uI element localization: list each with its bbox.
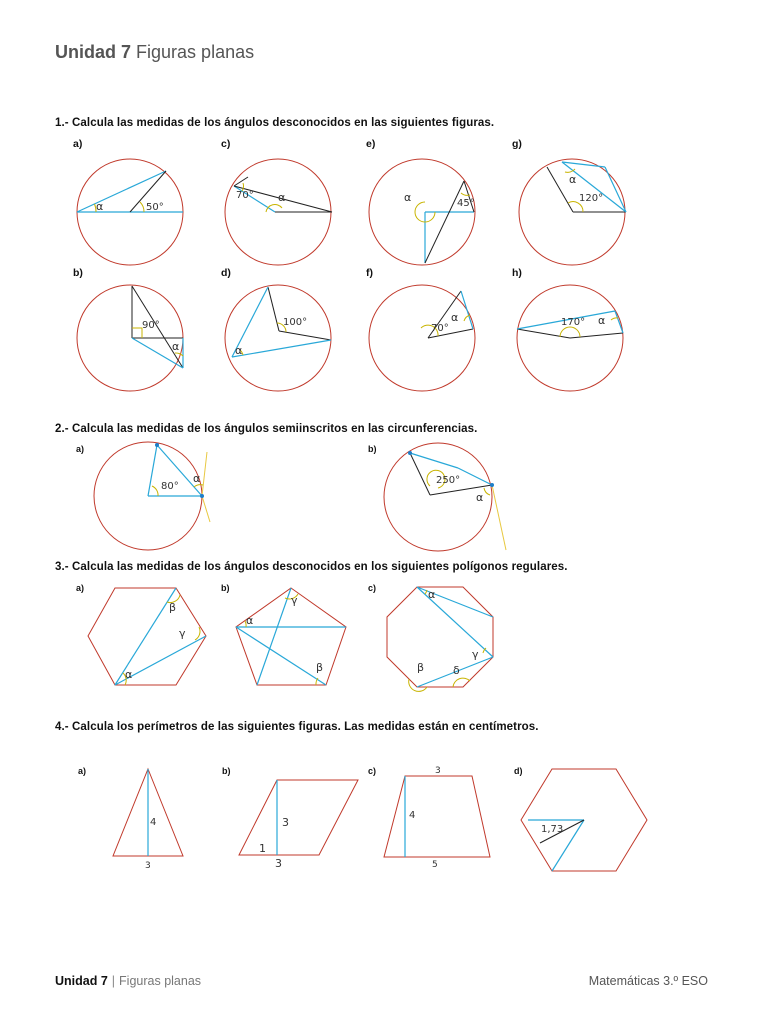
ex3c-angle-alpha: α <box>428 588 436 601</box>
ex1c-known: 70° <box>236 190 254 201</box>
ex4-figure-c <box>380 762 500 874</box>
ex2b-unknown: α <box>476 491 484 504</box>
ex1g-known: 120° <box>579 193 604 204</box>
ex3-label-a: a) <box>76 583 85 593</box>
ex1-figure-e <box>366 155 486 270</box>
footer-book: Matemáticas 3.º ESO <box>588 974 708 988</box>
ex1-label-f: f) <box>366 267 373 279</box>
ex4-figure-d <box>516 765 651 875</box>
ex1c-unknown: α <box>278 191 286 204</box>
ex1b-known: 90° <box>142 320 160 331</box>
ex1-label-b: b) <box>73 267 83 279</box>
ex4c-bottom: 5 <box>432 860 438 870</box>
unit-label: Unidad 7 <box>55 42 132 62</box>
ex1-label-a: a) <box>73 138 83 150</box>
ex1h-unknown: α <box>598 314 606 327</box>
ex4b-offset: 1 <box>259 842 266 855</box>
ex1b-unknown: α <box>172 340 180 353</box>
ex1e-unknown: α <box>404 191 412 204</box>
ex1-label-e: e) <box>366 138 376 150</box>
ex1-figure-f <box>366 283 486 398</box>
ex4-label-b: b) <box>222 766 231 776</box>
ex1f-unknown: α <box>451 311 459 324</box>
ex3b-angle-gamma: γ <box>291 594 298 607</box>
ex2-label-b: b) <box>368 444 377 454</box>
ex1-figure-g <box>513 155 633 270</box>
ex2b-known: 250° <box>436 475 461 486</box>
ex4d-apothem: 1,73 <box>541 824 564 835</box>
ex1a-known: 50° <box>146 202 164 213</box>
footer-title: Figuras planas <box>119 974 202 988</box>
ex1-figure-c <box>220 155 340 270</box>
ex4-label-c: c) <box>368 766 377 776</box>
ex1-figure-h <box>513 283 633 398</box>
ex3-label-b: b) <box>221 583 230 593</box>
ex3-figure-a <box>85 585 210 690</box>
ex4a-height: 4 <box>150 817 157 828</box>
ex4b-base: 3 <box>275 857 282 870</box>
exercise-3-statement: 3.- Calcula las medidas de los ángulos desconocidos en los siguientes polígonos regulares. <box>55 561 568 573</box>
ex3-figure-c <box>383 585 498 690</box>
ex3a-angle-beta: β <box>169 601 177 614</box>
ex4c-height: 4 <box>409 810 416 821</box>
page-title <box>55 42 254 63</box>
ex3-figure-b <box>232 585 357 690</box>
ex3a-angle-gamma: γ <box>179 627 186 640</box>
ex2-figure-b <box>382 440 522 555</box>
ex1-figure-b <box>70 283 195 398</box>
ex1-label-d: d) <box>221 267 231 279</box>
ex3a-angle-alpha: α <box>125 668 133 681</box>
ex1-figure-d <box>220 283 340 398</box>
ex4a-base: 3 <box>145 861 151 871</box>
footer-left <box>55 974 201 988</box>
ex1-figure-a <box>70 155 190 270</box>
ex3c-angle-beta: β <box>417 661 425 674</box>
ex3-label-c: c) <box>368 583 377 593</box>
ex4-label-d: d) <box>514 766 523 776</box>
ex2-figure-a <box>90 440 225 555</box>
unit-title: Figuras planas <box>136 42 255 62</box>
exercise-4-statement: 4.- Calcula los perímetros de las siguientes figuras. Las medidas están en centímetros. <box>55 721 539 733</box>
ex2-label-a: a) <box>76 444 85 454</box>
ex4-label-a: a) <box>78 766 87 776</box>
ex2a-unknown: α <box>193 472 201 485</box>
ex3b-angle-beta: β <box>316 661 324 674</box>
ex1a-unknown: α <box>96 200 104 213</box>
ex3c-angle-delta: δ <box>453 664 460 677</box>
exercise-1-statement: 1.- Calcula las medidas de los ángulos desconocidos en las siguientes figuras. <box>55 117 495 129</box>
ex4c-top: 3 <box>435 766 441 776</box>
ex1d-known: 100° <box>283 317 308 328</box>
ex1d-unknown: α <box>235 344 243 357</box>
ex1g-unknown: α <box>569 173 577 186</box>
ex1-label-h: h) <box>512 267 522 279</box>
ex3b-angle-alpha: α <box>246 614 254 627</box>
footer-unit: Unidad 7 <box>55 974 108 988</box>
exercise-2-statement: 2.- Calcula las medidas de los ángulos semiinscritos en las circunferencias. <box>55 423 478 435</box>
ex1e-known: 45° <box>457 198 475 209</box>
ex3c-angle-gamma: γ <box>472 648 479 661</box>
ex2a-known: 80° <box>161 481 179 492</box>
footer-separator: | <box>111 974 116 988</box>
ex4-figure-b <box>235 775 365 875</box>
ex4-figure-a <box>110 765 190 875</box>
ex1f-known: 70° <box>431 323 449 334</box>
ex1-label-c: c) <box>221 138 231 150</box>
ex1-label-g: g) <box>512 138 522 150</box>
ex1h-known: 170° <box>561 317 586 328</box>
ex4b-height: 3 <box>282 816 289 829</box>
